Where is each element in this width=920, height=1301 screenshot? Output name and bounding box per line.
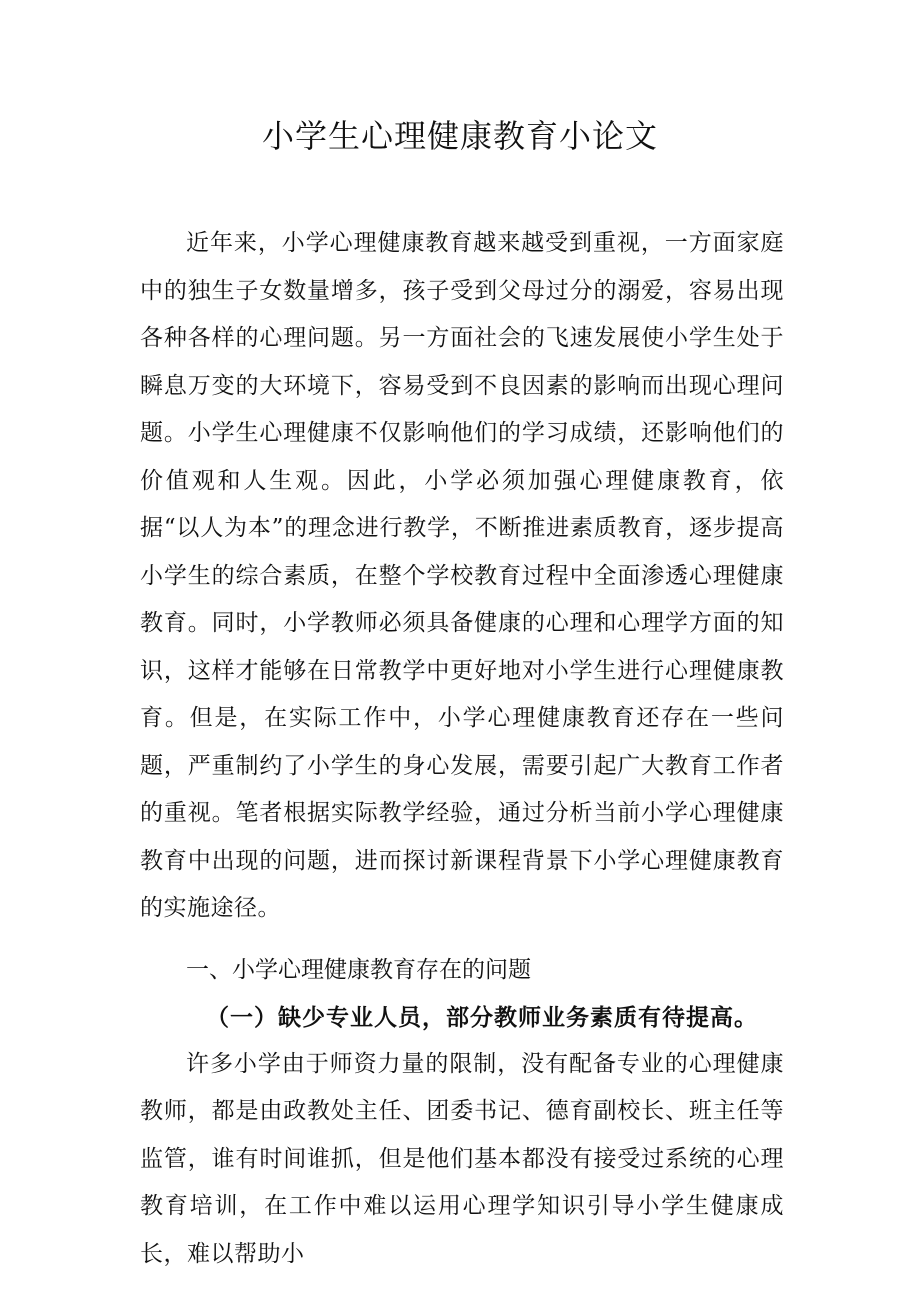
section-heading: 一、小学心理健康教育存在的问题 xyxy=(186,956,531,983)
intro-paragraph: 近年来，小学心理健康教育越来越受到重视，一方面家庭中的独生子女数量增多，孩子受到父母过分的溺爱，容易出现各种各样的心理问题。另一方面社会的飞速发展使小学生处于瞬息万变的大环境下，容易受到不良因素的影响而出现心理问题。小学生心理健康不仅影响他们的学习成绩，还影响他们的价值观和人生观。因此，小学必须加强心理健康教育，依据“以人为本”的理念进行教学，不断推进素质教育，逐步提高小学生的综合素质，在整个学校教育过程中全面渗透心理健康教育。同时，小学教师必须具备健康的心理和心理学方面的知识，这样才能够在日常教学中更好地对小学生进行心理健康教育。但是，在实际工作中，小学心理健康教育还存在一些问题，严重制约了小学生的身心发展，需要引起广大教育工作者的重视。笔者根据实际教学经验，通过分析当前小学心理健康教育中出现的问题，进而探讨新课程背景下小学心理健康教育的实施途径。 xyxy=(140,230,784,921)
body-paragraph: 许多小学由于师资力量的限制，没有配备专业的心理健康教师，都是由政教处主任、团委书记、德育副校长、班主任等监管，谁有时间谁抓，但是他们基本都没有接受过系统的心理教育培训，在工作中难以运用心理学知识引导小学生健康成长，难以帮助小 xyxy=(140,1050,784,1267)
subsection-heading: （一）缺少专业人员，部分教师业务素质有待提高。 xyxy=(206,1003,758,1031)
document-title: 小学生心理健康教育小论文 xyxy=(261,117,658,155)
document-body xyxy=(140,220,784,1278)
